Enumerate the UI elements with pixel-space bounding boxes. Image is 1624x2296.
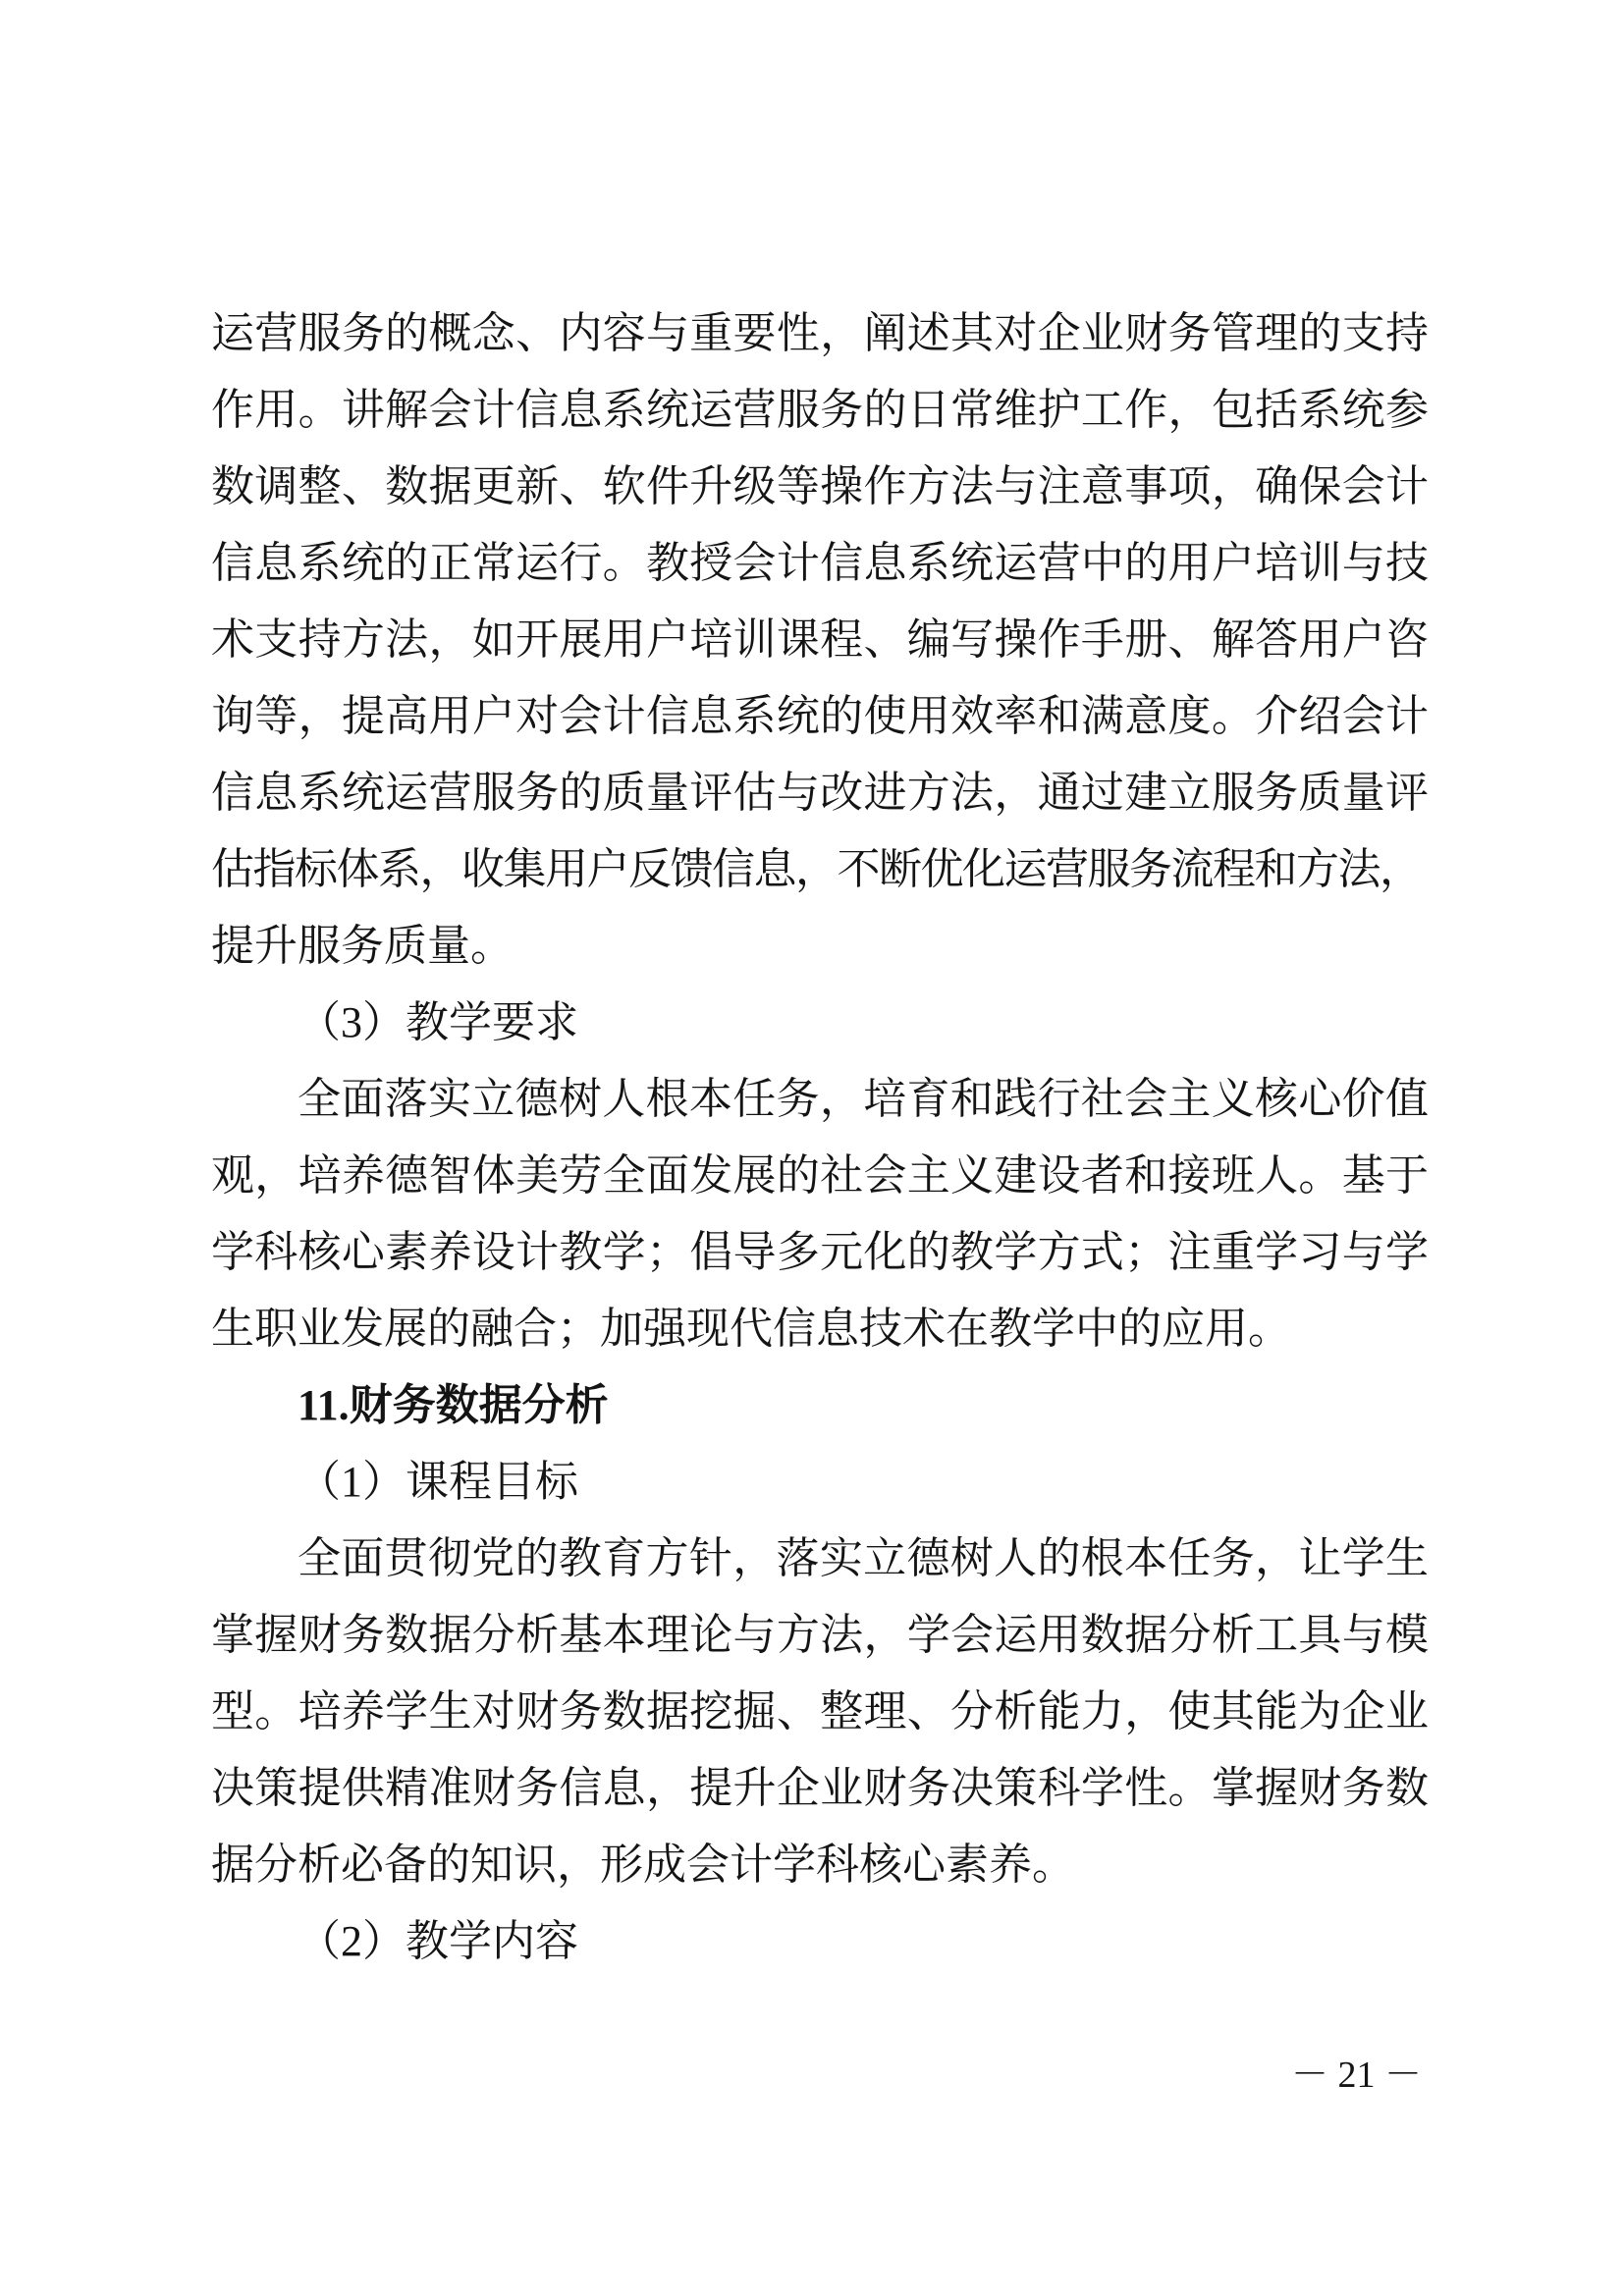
text-line: 估指标体系，收集用户反馈信息，不断优化运营服务流程和方法， [211, 845, 1422, 893]
text-line: 术支持方法，如开展用户培训课程、编写操作手册、解答用户咨 [211, 615, 1429, 664]
text-line: 信息系统的正常运行。教授会计信息系统运营中的用户培训与技 [211, 539, 1429, 587]
text-line: （2）教学内容 [298, 1917, 578, 1965]
text-line: 数调整、数据更新、软件升级等操作方法与注意事项，确保会计 [211, 462, 1429, 510]
text-line: 询等，提高用户对会计信息系统的使用效率和满意度。介绍会计 [211, 692, 1429, 740]
text-line: （1）课程目标 [298, 1458, 578, 1506]
text-line: 运营服务的概念、内容与重要性，阐述其对企业财务管理的支持 [211, 309, 1429, 357]
text-line: （3）教学要求 [298, 998, 578, 1046]
text-block [211, 295, 1429, 1980]
text-line: 观，培养德智体美劳全面发展的社会主义建设者和接班人。基于 [211, 1151, 1429, 1200]
text-line: 决策提供精准财务信息，提升企业财务决策科学性。掌握财务数 [211, 1764, 1429, 1812]
text-line: 掌握财务数据分析基本理论与方法，学会运用数据分析工具与模 [211, 1611, 1429, 1659]
text-line: 生职业发展的融合；加强现代信息技术在教学中的应用。 [211, 1305, 1291, 1353]
page-number: － 21 － [1291, 2055, 1423, 2096]
text-line: 信息系统运营服务的质量评估与改进方法，通过建立服务质量评 [211, 769, 1429, 817]
text-line: 型。培养学生对财务数据挖掘、整理、分析能力，使其能为企业 [211, 1687, 1429, 1735]
text-line: 学科核心素养设计教学；倡导多元化的教学方式；注重学习与学 [211, 1228, 1429, 1276]
text-line: 提升服务质量。 [211, 922, 514, 970]
section-heading: 11.财务数据分析 [298, 1381, 609, 1429]
text-line: 据分析必备的知识，形成会计学科核心素养。 [211, 1841, 1075, 1889]
text-line: 全面落实立德树人根本任务，培育和践行社会主义核心价值 [298, 1075, 1429, 1123]
text-line: 作用。讲解会计信息系统运营服务的日常维护工作，包括系统参 [211, 386, 1429, 434]
text-line: 全面贯彻党的教育方针，落实立德树人的根本任务，让学生 [298, 1534, 1429, 1582]
